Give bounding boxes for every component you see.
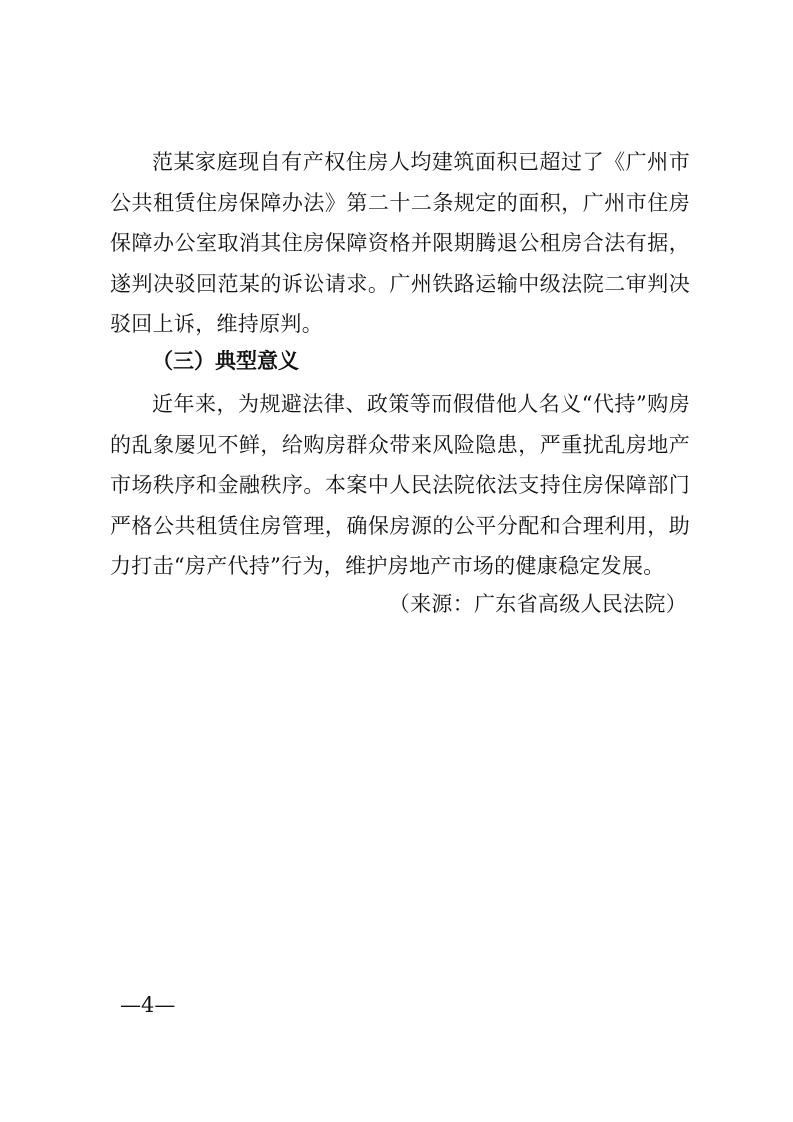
section-heading: （三）典型意义 <box>152 349 299 373</box>
page-number: —4— <box>120 993 176 1017</box>
source-attribution: （来源：广东省高级人民法院） <box>388 592 687 616</box>
body-paragraph-2: 近年来，为规避法律、政策等而假借他人名义“代持”购房的乱象屡见不鲜，给购房群众带来风险隐患，严重扰乱房地产市场秩序和金融秩序。本案中人民法院依法支持住房保障部门严格公共租赁住房管理，确保房源的公平分配和合理利用，助力打击“房产代持”行为，维护房地产市场的健康稳定发展。 <box>110 392 690 578</box>
body-paragraph-1: 范某家庭现自有产权住房人均建筑面积已超过了《广州市公共租赁住房保障办法》第二十二条规定的面积，广州市住房保障办公室取消其住房保障资格并限期腾退公租房合法有据，遂判决驳回范某的诉讼请求。广州铁路运输中级法院二审判决驳回上诉，维持原判。 <box>110 150 690 336</box>
